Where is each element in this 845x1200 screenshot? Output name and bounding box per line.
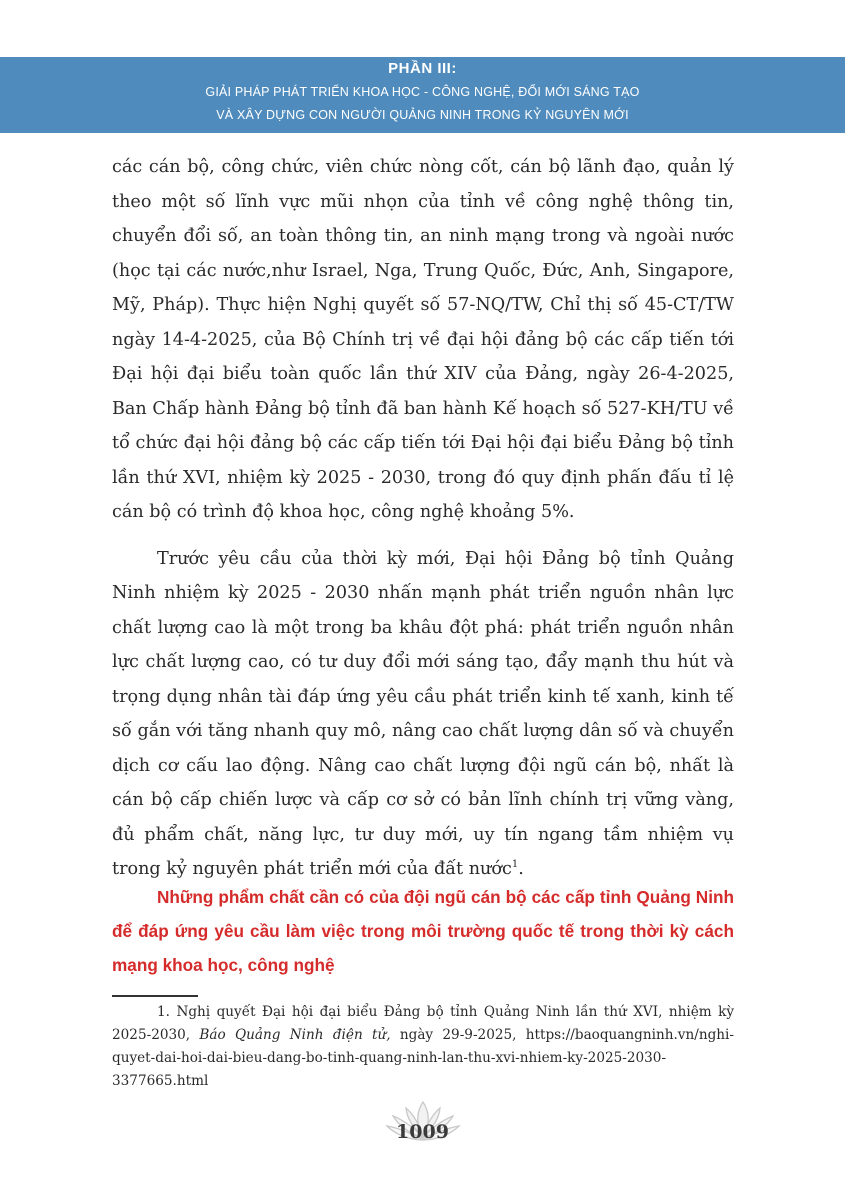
part-subtitle-line2: VÀ XÂY DỰNG CON NGƯỜI QUẢNG NINH TRONG KỶ NGUYÊN MỚI — [216, 108, 629, 122]
part-subtitle-line1: GIẢI PHÁP PHÁT TRIỂN KHOA HỌC - CÔNG NGHỆ, ĐỔI MỚI SÁNG TẠO — [205, 85, 640, 99]
paragraph-2 — [112, 542, 734, 887]
chapter-header-band — [0, 57, 845, 133]
part-title: PHẦN III: — [388, 60, 457, 77]
footnote-url-text: ngày 29-9-2025, https://baoquangninh.vn/nghi-quyet-dai-hoi-dai-bieu-dang-bo-tinh-quang-ninh-lan-thu-xvi-nhiem-ky-2025-2030-3377665.html — [112, 1027, 734, 1089]
footnote-number: 1. — [157, 1004, 170, 1020]
footnote-reference[interactable]: 1 — [511, 859, 519, 871]
section-heading: Những phẩm chất cần có của đội ngũ cán bộ các cấp tỉnh Quảng Ninh để đáp ứng yêu cầu làm việc trong môi trường quốc tế trong thời kỳ cách mạng khoa học, công nghệ — [112, 887, 734, 975]
footnote-divider — [112, 995, 198, 997]
body-text — [112, 150, 734, 887]
footnote — [112, 1001, 734, 1093]
paragraph-2-text: Trước yêu cầu của thời kỳ mới, Đại hội Đảng bộ tỉnh Quảng Ninh nhiệm kỳ 2025 - 2030 nhấn mạnh phát triển nguồn nhân lực chất lượng cao là một trong ba khâu đột phá: phát triển nguồn nhân lực chất lượng cao, có tư duy đổi mới sáng tạo, đẩy mạnh thu hút và trọng dụng nhân tài đáp ứng yêu cầu phát triển kinh tế xanh, kinh tế số gắn với tăng nhanh quy mô, nâng cao chất lượng dân số và chuyển dịch cơ cấu lao động. Nâng cao chất lượng đội ngũ cán bộ, nhất là cán bộ cấp chiến lược và cấp cơ sở có bản lĩnh chính trị vững vàng, đủ phẩm chất, năng lực, tư duy mới, uy tín ngang tầm nhiệm vụ trong kỷ nguyên phát triển mới của đất nước — [112, 548, 734, 879]
paragraph-1: các cán bộ, công chức, viên chức nòng cốt, cán bộ lãnh đạo, quản lý theo một số lĩnh vực mũi nhọn của tỉnh về công nghệ thông tin, chuyển đổi số, an toàn thông tin, an ninh mạng trong và ngoài nước (học tại các nước,như Israel, Nga, Trung Quốc, Đức, Anh, Singapore, Mỹ, Pháp). Thực hiện Nghị quyết số 57-NQ/TW, Chỉ thị số 45-CT/TW ngày 14-4-2025, của Bộ Chính trị về đại hội đảng bộ các cấp tiến tới Đại hội đại biểu toàn quốc lần thứ XIV của Đảng, ngày 26-4-2025, Ban Chấp hành Đảng bộ tỉnh đã ban hành Kế hoạch số 527-KH/TU về tổ chức đại hội đảng bộ các cấp tiến tới Đại hội đại biểu Đảng bộ tỉnh lần thứ XVI, nhiệm kỳ 2025 - 2030, trong đó quy định phấn đấu tỉ lệ cán bộ có trình độ khoa học, công nghệ khoảng 5%. — [112, 157, 734, 522]
paragraph-2-end: . — [518, 859, 524, 879]
page-number: 1009 — [396, 1121, 449, 1143]
footnote-text: Nghị quyết Đại hội đại biểu Đảng bộ tỉnh Quảng Ninh lần thứ XVI, nhiệm kỳ 2025-2030, — [112, 1004, 735, 1043]
footnote-source: Báo Quảng Ninh điện tử, — [199, 1027, 391, 1043]
